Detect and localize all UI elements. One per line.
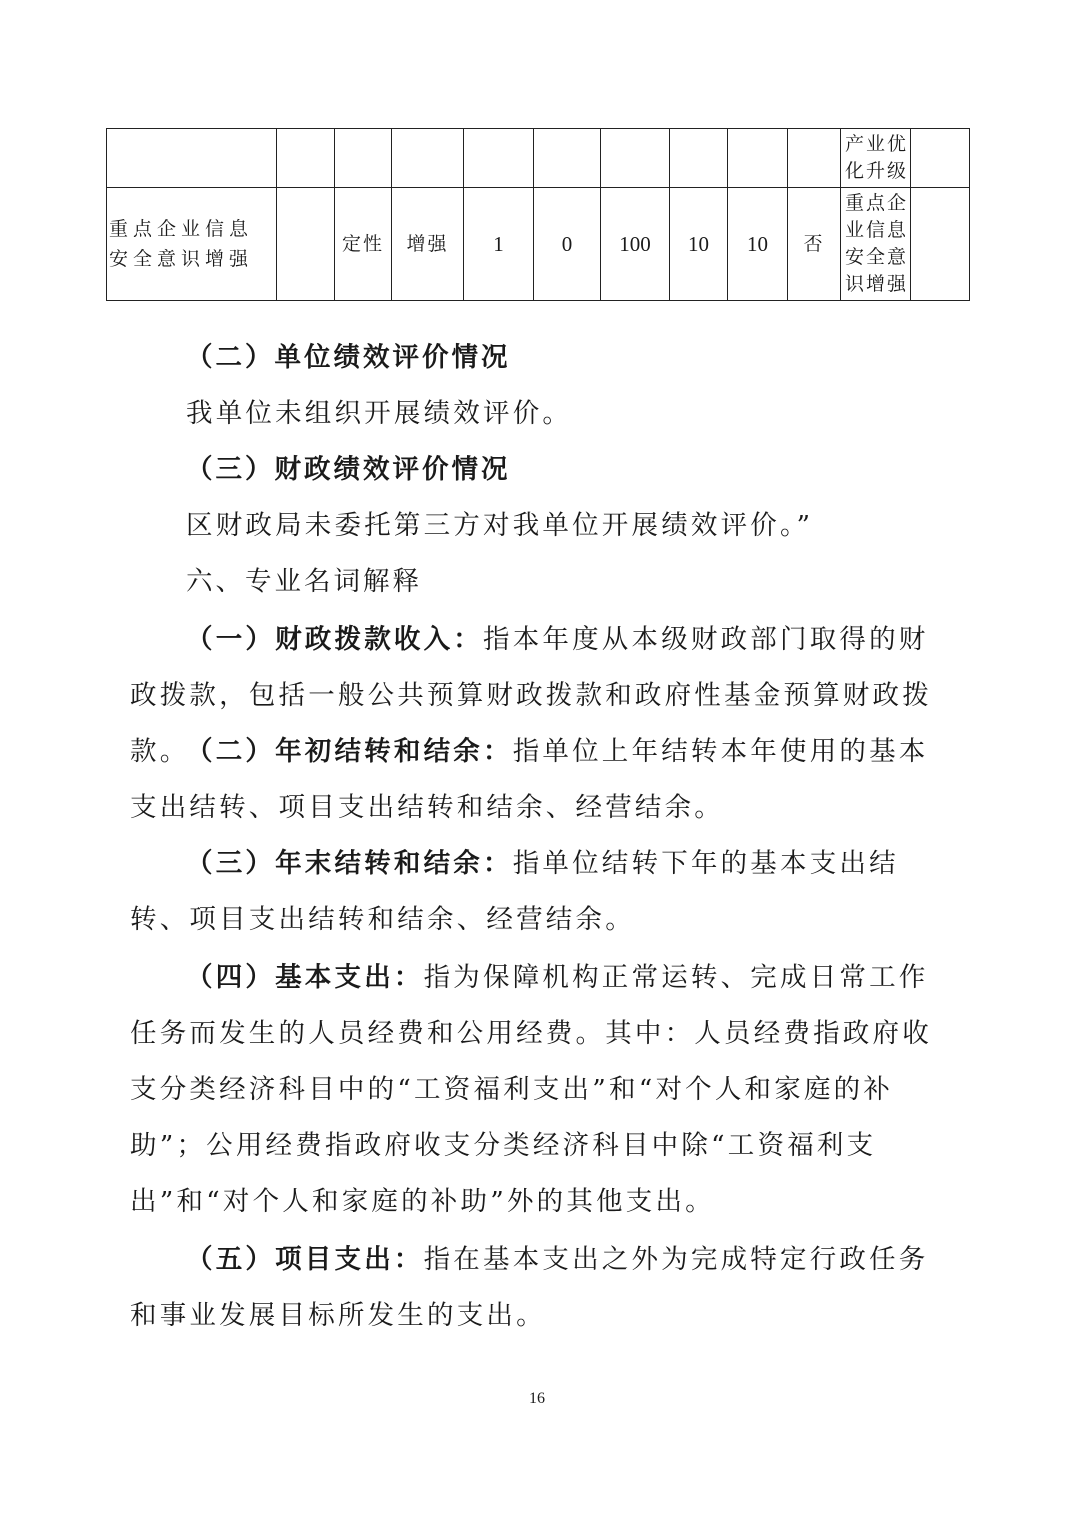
glossary-item — [130, 950, 946, 1230]
table-row — [107, 129, 970, 188]
score-max-cell — [670, 129, 728, 188]
extra-cell — [911, 129, 970, 188]
note-cell: 产业优化升级 — [841, 129, 911, 188]
completion-cell: 100 — [601, 188, 670, 301]
completion-cell — [601, 129, 670, 188]
finance-eval-body: 区财政局未委托第三方对我单位开展绩效评价。” — [186, 510, 814, 541]
deviation-cell: 否 — [788, 188, 841, 301]
direction-cell — [392, 129, 464, 188]
finance-eval-heading: （三）财政绩效评价情况 — [186, 454, 511, 485]
unit-eval-body: 我单位未组织开展绩效评价。 — [186, 398, 573, 429]
glossary-item — [130, 836, 946, 948]
glossary-definition: 指在基本支出之外为完成特定行政任务和事业发展目标所发生的支出。 — [130, 1244, 929, 1331]
empty-cell — [277, 188, 335, 301]
glossary-term: （五）项目支出： — [186, 1244, 424, 1275]
indicator-name-cell — [107, 129, 277, 188]
glossary-heading: 六、专业名词解释 — [186, 566, 422, 597]
performance-indicator-table — [106, 128, 970, 301]
glossary-term: （三）年末结转和结余： — [186, 848, 513, 879]
extra-cell — [911, 188, 970, 301]
unit-eval-heading: （二）单位绩效评价情况 — [186, 342, 511, 373]
actual-value-cell — [534, 129, 601, 188]
glossary-definition: 指本年度从本级财政部门取得的财政拨款，包括一般公共预算财政拨款和政府性基金预算财政拨款。 — [130, 624, 932, 767]
glossary-definition: 指为保障机构正常运转、完成日常工作任务而发生的人员经费和公用经费。其中：人员经费指政府收支分类经济科目中的“工资福利支出”和“对个人和家庭的补助”；公用经费指政府收支分类经济科目中除“工资福利支出”和“对个人和家庭的补助”外的其他支出。 — [130, 962, 932, 1217]
actual-value-cell: 0 — [534, 188, 601, 301]
glossary-term: （一）财政拨款收入： — [186, 624, 483, 655]
glossary-definition: 指单位结转下年的基本支出结转、项目支出结转和结余、经营结余。 — [130, 848, 899, 935]
indicator-name-cell: 重点企业信息安全意识增强 — [107, 188, 277, 301]
glossary-definition: 指单位上年结转本年使用的基本支出结转、项目支出结转和结余、经营结余。 — [130, 736, 929, 823]
glossary-term: （二）年初结转和结余： — [186, 736, 513, 767]
page-number: 16 — [529, 1390, 545, 1407]
score-max-cell: 10 — [670, 188, 728, 301]
glossary-item — [130, 1232, 946, 1344]
score-cell — [728, 129, 788, 188]
indicator-type-cell — [335, 129, 392, 188]
glossary-item — [130, 724, 946, 836]
target-value-cell — [464, 129, 534, 188]
note-cell: 重点企业信息安全意识增强 — [841, 188, 911, 301]
direction-cell: 增强 — [392, 188, 464, 301]
glossary-term: （四）基本支出： — [186, 962, 424, 993]
table-row — [107, 188, 970, 301]
indicator-type-cell: 定性 — [335, 188, 392, 301]
target-value-cell: 1 — [464, 188, 534, 301]
deviation-cell — [788, 129, 841, 188]
empty-cell — [277, 129, 335, 188]
score-cell: 10 — [728, 188, 788, 301]
